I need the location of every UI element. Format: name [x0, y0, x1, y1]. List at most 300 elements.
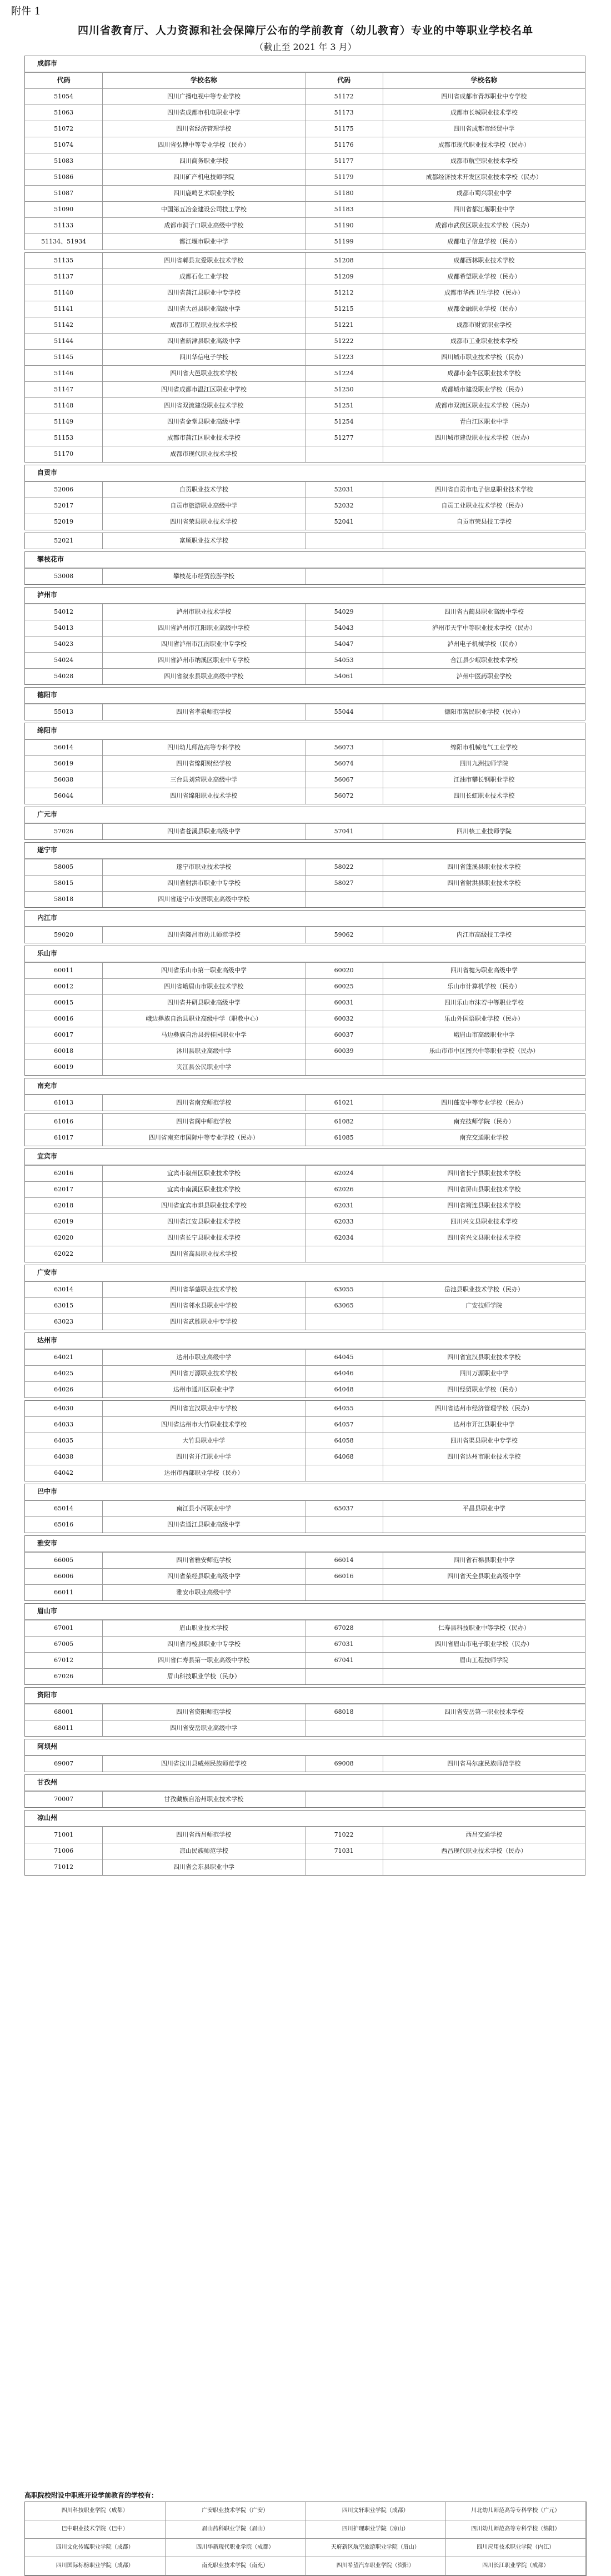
- school-code: 51177: [305, 153, 383, 169]
- table-row: [25, 365, 585, 381]
- table-row: [25, 568, 585, 584]
- school-code: 51190: [305, 218, 383, 233]
- region-block: [24, 1687, 585, 1737]
- school-name: 广安技师学院: [383, 1298, 585, 1314]
- table-row: [25, 636, 585, 652]
- region-block: [24, 1810, 585, 1876]
- school-name: 成都经济技术开发区职业技术学校（民办）: [383, 170, 585, 185]
- hosted-school: 四川华新现代职业学院（成都）: [166, 2539, 306, 2557]
- school-name: 绵阳市机械电气工业学校: [383, 740, 585, 755]
- school-name: 马边彝族自治县碧桂园职业中学: [102, 1027, 304, 1043]
- school-code: 54029: [305, 604, 383, 620]
- region-block: [24, 1148, 585, 1262]
- school-name: 乐山外国语职业学校（民办）: [383, 1011, 585, 1027]
- table-row: [25, 1314, 585, 1330]
- school-name: 四川省遂宁市安居职业高级中学校: [102, 892, 304, 907]
- school-name: 四川省井研县职业高级中学: [102, 995, 304, 1011]
- region-block: [24, 1603, 585, 1685]
- region-block: [24, 1113, 585, 1146]
- table-row: [25, 514, 585, 530]
- school-name: [383, 892, 585, 907]
- attachment-label: 附件 1: [11, 6, 41, 17]
- table-row: [25, 652, 585, 668]
- school-name: 西昌交通学校: [383, 1827, 585, 1843]
- table-row: [25, 1181, 585, 1197]
- table-row: [25, 333, 585, 349]
- school-name: [383, 1720, 585, 1736]
- region-heading: 资阳市: [25, 1688, 585, 1704]
- table-row: [25, 1214, 585, 1230]
- table-row: [25, 481, 585, 498]
- school-name: 富顺职业技术学校: [102, 533, 304, 549]
- school-name: 遂宁市职业技术学校: [102, 859, 304, 875]
- region-block: [24, 1774, 585, 1808]
- school-name: 四川省射洪市职业中专学校: [102, 876, 304, 891]
- school-code: 63065: [305, 1298, 383, 1314]
- school-name: 眉山职业技术学校: [102, 1620, 304, 1636]
- school-code: 60039: [305, 1043, 383, 1059]
- school-code: [305, 1720, 383, 1736]
- school-code: 55013: [54, 708, 74, 715]
- school-name: 四川城市职业技术学校（民办）: [383, 350, 585, 365]
- table-row: [25, 217, 585, 233]
- school-name: 宜宾市南溪区职业技术学校: [102, 1182, 304, 1197]
- school-code: 63023: [54, 1318, 74, 1325]
- region-block: [24, 1535, 585, 1601]
- table-row: [25, 1281, 585, 1297]
- school-code: 71006: [54, 1847, 74, 1854]
- table-row: [25, 1416, 585, 1433]
- school-name: 成都市长城职业技术学校: [383, 105, 585, 121]
- school-code: 61021: [305, 1095, 383, 1111]
- school-code: 64033: [54, 1421, 74, 1428]
- school-code: [305, 1465, 383, 1481]
- school-name: 泸州市天宇中等职业技术学校（民办）: [383, 620, 585, 636]
- school-name: [383, 569, 585, 584]
- school-code: 52031: [305, 482, 383, 498]
- school-name: 四川矿产机电技师学院: [102, 170, 304, 185]
- table-row: [25, 268, 585, 285]
- table-row: [25, 668, 585, 684]
- school-name: 四川省马尔康民族师范学校: [383, 1756, 585, 1772]
- school-name: 成都市航空职业技术学校: [383, 153, 585, 169]
- school-name: [383, 1585, 585, 1600]
- school-code: 51054: [54, 93, 74, 100]
- school-name: 四川幼儿师范高等专科学校: [102, 740, 304, 755]
- table-row: [25, 169, 585, 185]
- school-name: 成都市洞子口职业高级中学校: [102, 218, 304, 233]
- school-code: 58018: [54, 896, 74, 903]
- school-code: 61013: [54, 1099, 74, 1106]
- table-row: [25, 1297, 585, 1314]
- school-name: 四川兴文县职业技术学校: [383, 1214, 585, 1230]
- table-row: [25, 1043, 585, 1059]
- school-name: 四川核工业技师学院: [383, 824, 585, 839]
- school-code: 57026: [54, 828, 74, 835]
- table-row: [25, 1827, 585, 1843]
- region-heading: 自贡市: [25, 465, 585, 481]
- school-code: 67026: [54, 1673, 74, 1680]
- school-name: 四川省射洪县职业技术学校: [383, 876, 585, 891]
- school-code: 64068: [305, 1449, 383, 1465]
- school-code: 60032: [305, 1011, 383, 1027]
- table-row: [25, 1756, 585, 1772]
- school-name: 四川省乐山市第一职业高级中学: [102, 963, 304, 978]
- hosted-school: 四川护理职业学院（凉山）: [306, 2520, 446, 2539]
- school-code: 52019: [54, 518, 74, 525]
- school-code: 61085: [305, 1130, 383, 1146]
- school-name: 四川省安岳第一职业技术学校: [383, 1704, 585, 1720]
- school-code: 51137: [54, 273, 74, 280]
- school-name: 内江市高级技工学校: [383, 927, 585, 943]
- school-code: 60020: [305, 963, 383, 978]
- school-name: 四川省峨眉山市职业技术学校: [102, 979, 304, 994]
- school-code: 63015: [54, 1302, 74, 1309]
- school-code: 51209: [305, 269, 383, 285]
- school-code: 67031: [305, 1637, 383, 1652]
- region-heading: 达州市: [25, 1333, 585, 1349]
- table-row: [25, 1027, 585, 1043]
- school-name: 四川省达州市经济管理学校（民办）: [383, 1401, 585, 1416]
- school-name: 四川省犍为职业高级中学: [383, 963, 585, 978]
- region-block: [24, 842, 585, 908]
- region-block: [24, 946, 585, 1076]
- school-name: 仁寿县科技职业中等学校（民办）: [383, 1620, 585, 1636]
- school-code: 61016: [54, 1118, 74, 1125]
- school-code: 51140: [54, 289, 74, 296]
- school-code: 56038: [54, 776, 74, 783]
- school-code: 51176: [305, 137, 383, 153]
- table-row: [25, 498, 585, 514]
- school-name: [383, 1517, 585, 1533]
- school-name: 甘孜藏族自治州职业技术学校: [102, 1792, 304, 1807]
- hosted-school: 四川长江职业学院（成都）: [446, 2557, 587, 2575]
- school-code: 60019: [54, 1063, 74, 1071]
- school-code: [305, 1246, 383, 1262]
- hosted-school: 天府新区航空旅游职业学院（眉山）: [306, 2539, 446, 2557]
- page-title: 四川省教育厅、人力资源和社会保障厅公布的学前教育（幼儿教育）专业的中等职业学校名单: [77, 24, 533, 37]
- school-code: 51149: [54, 418, 74, 425]
- school-code: 64048: [305, 1382, 383, 1398]
- school-code: 54013: [54, 624, 74, 631]
- region-block: [24, 1265, 585, 1330]
- region-block: [24, 252, 585, 463]
- school-code: 56073: [305, 740, 383, 755]
- school-code: 51221: [305, 317, 383, 333]
- school-name: 四川经贸职业学校（民办）: [383, 1382, 585, 1398]
- table-row: [25, 1381, 585, 1398]
- school-name: 四川省南充师范学校: [102, 1095, 304, 1111]
- school-code: 61082: [305, 1114, 383, 1130]
- table-row: [25, 1652, 585, 1668]
- school-name: 青白江区职业中学: [383, 414, 585, 430]
- school-code: 65016: [54, 1521, 74, 1528]
- school-name: 南充交通职业学校: [383, 1130, 585, 1146]
- school-code: 59062: [305, 927, 383, 943]
- school-name: 宜宾市叙州区职业技术学校: [102, 1166, 304, 1181]
- school-code: 51153: [54, 434, 74, 441]
- school-code: [305, 1859, 383, 1875]
- table-row: [25, 620, 585, 636]
- school-code: 62019: [54, 1218, 74, 1225]
- school-code: 65037: [305, 1501, 383, 1516]
- school-code: 51183: [305, 202, 383, 217]
- school-code: 51147: [54, 386, 74, 393]
- school-name: 四川省经济管理学校: [102, 121, 304, 137]
- school-name: 成都市蒲江区职业技术学校: [102, 430, 304, 446]
- school-name: [383, 1060, 585, 1075]
- hosted-school: 川北幼儿师范高等专科学校（广元）: [446, 2502, 587, 2520]
- table-row: [25, 1130, 585, 1146]
- region-heading: 成都市: [25, 56, 585, 72]
- school-name: 四川万源职业中学: [383, 1366, 585, 1381]
- school-name: 成都市现代职业技术学校: [102, 446, 304, 462]
- table-row: [25, 1500, 585, 1516]
- hosted-school: 广安职业技术学院（广安）: [166, 2502, 306, 2520]
- table-row: [25, 1401, 585, 1416]
- school-name: 四川省成都市温江区职业中学校: [102, 382, 304, 397]
- school-code: 60017: [54, 1031, 74, 1038]
- school-code: 62017: [54, 1186, 74, 1193]
- school-code: [305, 569, 383, 584]
- table-row: [25, 772, 585, 788]
- school-code: 62024: [305, 1166, 383, 1181]
- school-code: 54028: [54, 673, 74, 680]
- school-name: 岳池县职业技术学校（民办）: [383, 1282, 585, 1297]
- school-code: 69007: [54, 1760, 74, 1767]
- region-block: [24, 56, 585, 250]
- school-name: 四川广播电视中等专业学校: [102, 89, 304, 105]
- table-row: [25, 978, 585, 994]
- hosted-school: 四川应用技术职业学院（内江）: [446, 2539, 587, 2557]
- school-name: 成都市华西卫生学校（民办）: [383, 285, 585, 301]
- region-heading: 内江市: [25, 911, 585, 927]
- school-code: 68001: [54, 1708, 74, 1715]
- school-code: 54043: [305, 620, 383, 636]
- region-block: [24, 687, 585, 720]
- school-name: 成都市现代职业技术学校（民办）: [383, 137, 585, 153]
- school-name: [383, 533, 585, 549]
- school-code: 51254: [305, 414, 383, 430]
- table-row: [25, 1197, 585, 1214]
- school-name: 四川省丹棱县职业中专学校: [102, 1637, 304, 1652]
- school-code: 69008: [305, 1756, 383, 1772]
- header-code: 代码: [305, 73, 383, 88]
- table-row: [25, 1349, 585, 1365]
- region-block: [24, 465, 585, 530]
- hosted-school: 四川文轩职业学院（成都）: [306, 2502, 446, 2520]
- table-row: [25, 1859, 585, 1875]
- school-code: 64026: [54, 1386, 74, 1393]
- school-name: 达州市西部职业学校（民办）: [102, 1465, 304, 1481]
- hosted-school: 巴中职业技术学院（巴中）: [25, 2520, 166, 2539]
- table-row: [25, 349, 585, 365]
- school-name: 四川省成都市经贸中学: [383, 121, 585, 137]
- school-code: 64030: [54, 1405, 74, 1412]
- school-name: 四川省南充市国际中等专业学校（民办）: [102, 1130, 304, 1146]
- table-row: [25, 1720, 585, 1736]
- region-block: [24, 551, 585, 585]
- school-name: 四川省大邑职业技术学校: [102, 366, 304, 381]
- school-name: 四川长虹职业技术学校: [383, 788, 585, 804]
- school-name: 乐山市市中区图兴中等职业学校（民办）: [383, 1043, 585, 1059]
- school-code: 60037: [305, 1027, 383, 1043]
- hosted-school: 四川希望汽车职业学院（资阳）: [306, 2557, 446, 2575]
- region-block: [24, 1739, 585, 1772]
- school-name: 成都市金牛区职业技术学校: [383, 366, 585, 381]
- school-code: 56044: [54, 792, 74, 799]
- school-name: 四川省筠连县职业技术学校: [383, 1198, 585, 1214]
- school-code: 51222: [305, 334, 383, 349]
- school-name: 成都市财贸职业学校: [383, 317, 585, 333]
- school-name: 达州市职业高级中学: [102, 1350, 304, 1365]
- school-code: 51072: [54, 125, 74, 132]
- school-name: 四川省通江县职业高级中学: [102, 1517, 304, 1533]
- school-code: 51208: [305, 253, 383, 268]
- school-name: 四川省会东县职业中学: [102, 1859, 304, 1875]
- table-row: [25, 1230, 585, 1246]
- school-name: [383, 1465, 585, 1481]
- school-code: 64058: [305, 1433, 383, 1449]
- school-code: 51170: [54, 450, 74, 457]
- school-name: 四川省开江职业中学: [102, 1449, 304, 1465]
- school-name: 四川省苍溪县职业高级中学: [102, 824, 304, 839]
- table-row: [25, 121, 585, 137]
- school-code: 59020: [54, 931, 74, 938]
- school-name: 四川省高县职业技术学校: [102, 1246, 304, 1262]
- table-row: [25, 201, 585, 217]
- school-code: 51141: [54, 305, 74, 312]
- school-code: [305, 892, 383, 907]
- school-name: 四川省宣汉县职业技术学校: [383, 1350, 585, 1365]
- school-code: 61017: [54, 1134, 74, 1141]
- school-code: [305, 1517, 383, 1533]
- table-row: [25, 88, 585, 105]
- school-code: [305, 1792, 383, 1807]
- hosted-school: 四川文化传媒职业学院（成都）: [25, 2539, 166, 2557]
- school-code: 51135: [54, 257, 74, 264]
- school-name: 四川省孝泉师范学校: [102, 704, 304, 720]
- school-code: 66006: [54, 1573, 74, 1580]
- region-block: [24, 1078, 585, 1111]
- school-name: 四川省仁寿县第一职业高级中学校: [102, 1653, 304, 1668]
- school-code: 70007: [54, 1796, 74, 1803]
- school-name: 成都电子信息学校（民办）: [383, 234, 585, 250]
- school-code: 51212: [305, 285, 383, 301]
- school-name: 江油市攀长钢职业学校: [383, 772, 585, 788]
- school-code: 51251: [305, 398, 383, 414]
- region-heading: 南充市: [25, 1078, 585, 1095]
- school-code: 67005: [54, 1640, 74, 1648]
- school-code: 60011: [54, 967, 74, 974]
- school-code: 62016: [54, 1170, 74, 1177]
- school-name: 都江堰市职业中学: [102, 234, 304, 250]
- school-name: 沐川县职业高级中学: [102, 1043, 304, 1059]
- hosted-school: 四川幼儿师范高等专科学校（绵阳）: [446, 2520, 587, 2539]
- school-name: 四川鹿鸣艺术职业学校: [102, 186, 304, 201]
- school-name: 成都市工业职业技术学校: [383, 334, 585, 349]
- school-code: 60016: [54, 1015, 74, 1022]
- school-code: 51144: [54, 337, 74, 345]
- school-code: 64042: [54, 1469, 74, 1476]
- region-heading: 凉山州: [25, 1811, 585, 1827]
- school-name: 四川省都江堰职业中学: [383, 202, 585, 217]
- school-code: 52017: [54, 502, 74, 509]
- school-code: 51180: [305, 186, 383, 201]
- school-name: 中国第五冶金建设公司技工学校: [102, 202, 304, 217]
- school-code: 52021: [54, 537, 74, 544]
- school-code: 52041: [305, 514, 383, 530]
- school-code: 67012: [54, 1657, 74, 1664]
- table-row: [25, 1246, 585, 1262]
- school-code: 51172: [305, 89, 383, 105]
- school-name: 四川省叙永县职业高级中学校: [102, 669, 304, 684]
- school-name: 合江县少岷职业技术学校: [383, 653, 585, 668]
- table-row: [25, 1433, 585, 1449]
- school-name: 四川省屏山县职业技术学校: [383, 1182, 585, 1197]
- table-row: [25, 1011, 585, 1027]
- school-code: 71031: [305, 1843, 383, 1859]
- school-name: 自贡工业职业技术学校（民办）: [383, 498, 585, 514]
- region-heading: 绵阳市: [25, 723, 585, 739]
- school-name: 四川省双流建设职业技术学校: [102, 398, 304, 414]
- school-name: 四川蓬安中等专业学校（民办）: [383, 1095, 585, 1111]
- school-name: 四川省荣县职业技术学校: [102, 514, 304, 530]
- school-code: 51087: [54, 190, 74, 197]
- region-block: [24, 910, 585, 943]
- school-name: 大竹县职业中学: [102, 1433, 304, 1449]
- table-row: [25, 285, 585, 301]
- table-row: [25, 253, 585, 268]
- school-code: 56072: [305, 788, 383, 804]
- table-row: [25, 962, 585, 978]
- region-heading: 巴中市: [25, 1484, 585, 1500]
- table-row: [25, 1552, 585, 1568]
- school-name: 成都希望职业学校（民办）: [383, 269, 585, 285]
- table-row: [25, 994, 585, 1011]
- school-name: 四川城市建设职业技术学校（民办）: [383, 430, 585, 446]
- school-name: 四川省达州市大竹职业技术学校: [102, 1417, 304, 1433]
- school-code: 66005: [54, 1556, 74, 1564]
- school-code: 64055: [305, 1401, 383, 1416]
- school-code: 51134、51934: [41, 238, 87, 245]
- school-name: 眉山工程技师学院: [383, 1653, 585, 1668]
- school-code: 58005: [54, 863, 74, 871]
- table-row: [25, 859, 585, 875]
- region-block: [24, 1332, 585, 1398]
- school-code: 62031: [305, 1198, 383, 1214]
- school-name: 泸州市职业技术学校: [102, 604, 304, 620]
- school-name: 雅安市职业高级中学: [102, 1585, 304, 1600]
- school-code: 67028: [305, 1620, 383, 1636]
- table-row: [25, 1449, 585, 1465]
- region-heading: 甘孜州: [25, 1775, 585, 1791]
- table-row: [25, 704, 585, 720]
- region-heading: 遂宁市: [25, 843, 585, 859]
- school-code: 64025: [54, 1370, 74, 1377]
- table-row: [25, 1165, 585, 1181]
- school-code: 51086: [54, 173, 74, 181]
- school-name: 四川省金堂县职业高级中学: [102, 414, 304, 430]
- table-row: [25, 1465, 585, 1481]
- table-row: [25, 1114, 585, 1130]
- school-name: 四川省成都市机电职业中学: [102, 105, 304, 121]
- school-name: 西昌现代职业技术学校（民办）: [383, 1843, 585, 1859]
- school-name: 四川省宣汉职业中专学校: [102, 1401, 304, 1416]
- table-row: [25, 1843, 585, 1859]
- school-code: [305, 1060, 383, 1075]
- school-name: 四川省阆中师范学校: [102, 1114, 304, 1130]
